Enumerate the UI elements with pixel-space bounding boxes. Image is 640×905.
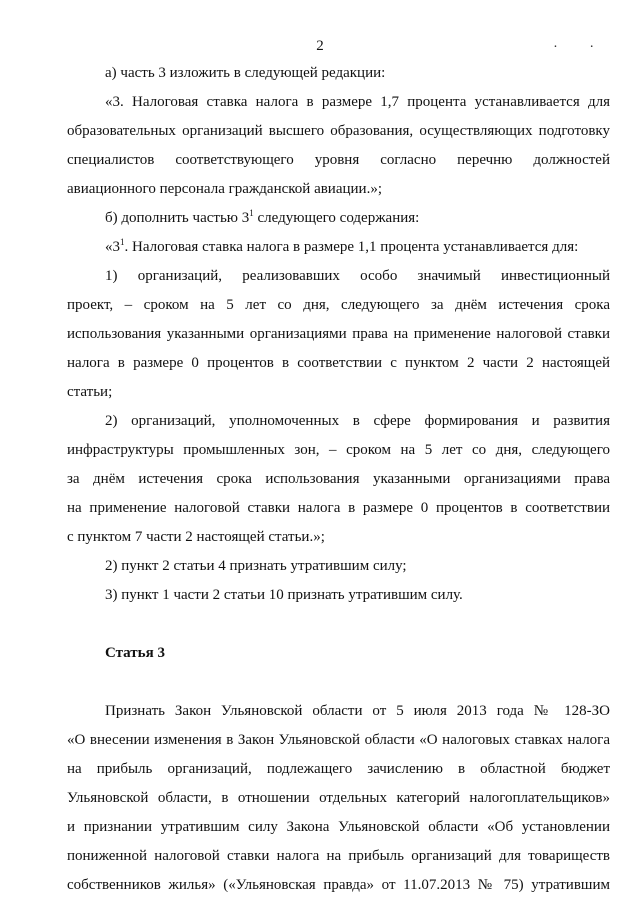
line-text: . Налоговая ставка налога в размере 1,1 процента устанавливается для: xyxy=(124,239,579,255)
paragraph-line: 2) организаций, уполномоченных в сфере формирования и развития xyxy=(105,413,610,429)
paragraph-line: использования указанными организациями права на применение налоговой ставки xyxy=(67,326,610,342)
paragraph-line: Ульяновской области, в отношении отдельных категорий налогоплательщиков» xyxy=(67,790,610,806)
paragraph-line: Признать Закон Ульяновской области от 5 июля 2013 года № 128-ЗО xyxy=(105,703,610,719)
paragraph-line: на применение налоговой ставки налога в размере 0 процентов в соответствии xyxy=(67,500,610,516)
superscript: 1 xyxy=(249,208,254,218)
paragraph-line: инфраструктуры промышленных зон, – сроком на 5 лет со дня, следующего xyxy=(67,442,610,458)
paragraph-line: специалистов соответствующего уровня согласно перечню должностей xyxy=(67,152,610,168)
paragraph-line: «3. Налоговая ставка налога в размере 1,7 процента устанавливается для xyxy=(105,94,610,110)
paragraph-line: с пунктом 7 части 2 настоящей статьи.»; xyxy=(67,529,325,545)
paragraph-line: образовательных организаций высшего образования, осуществляющих подготовку xyxy=(67,123,610,139)
paragraph-line: налога в размере 0 процентов в соответствии с пунктом 2 части 2 настоящей xyxy=(67,355,610,371)
paragraph-line: проект, – сроком на 5 лет со дня, следующего за днём истечения срока xyxy=(67,297,610,313)
paragraph-line: «О внесении изменения в Закон Ульяновской области «О налоговых ставках налога xyxy=(67,732,610,748)
paragraph-line: и признании утратившим силу Закона Ульяновской области «Об установлении xyxy=(67,819,610,835)
paragraph-line xyxy=(105,209,610,227)
paragraph-line: авиационного персонала гражданской авиации.»; xyxy=(67,181,382,197)
paragraph-line xyxy=(105,238,610,256)
scan-artifact-mark: · · xyxy=(553,40,608,55)
paragraph-line: 1) организаций, реализовавших особо значимый инвестиционный xyxy=(105,268,610,284)
line-text: «3 xyxy=(105,239,120,255)
paragraph-line: за днём истечения срока использования указанными организациями права xyxy=(67,471,610,487)
paragraph-line: собственников жилья» («Ульяновская правда» от 11.07.2013 № 75) утратившим xyxy=(67,877,610,893)
paragraph-line: на прибыль организаций, подлежащего зачислению в областной бюджет xyxy=(67,761,610,777)
article-heading: Статья 3 xyxy=(105,645,165,661)
paragraph-line: а) часть 3 изложить в следующей редакции: xyxy=(105,65,386,81)
page-number: 2 xyxy=(316,38,324,54)
line-text: б) дополнить частью 3 xyxy=(105,210,250,226)
paragraph-line: статьи; xyxy=(67,384,113,400)
superscript: 1 xyxy=(120,237,125,247)
line-text: следующего содержания: xyxy=(257,210,420,226)
paragraph-line: 2) пункт 2 статьи 4 признать утратившим силу; xyxy=(105,558,407,574)
paragraph-line: пониженной налоговой ставки налога на прибыль организаций для товариществ xyxy=(67,848,610,864)
paragraph-line: 3) пункт 1 части 2 статьи 10 признать утратившим силу. xyxy=(105,587,463,603)
